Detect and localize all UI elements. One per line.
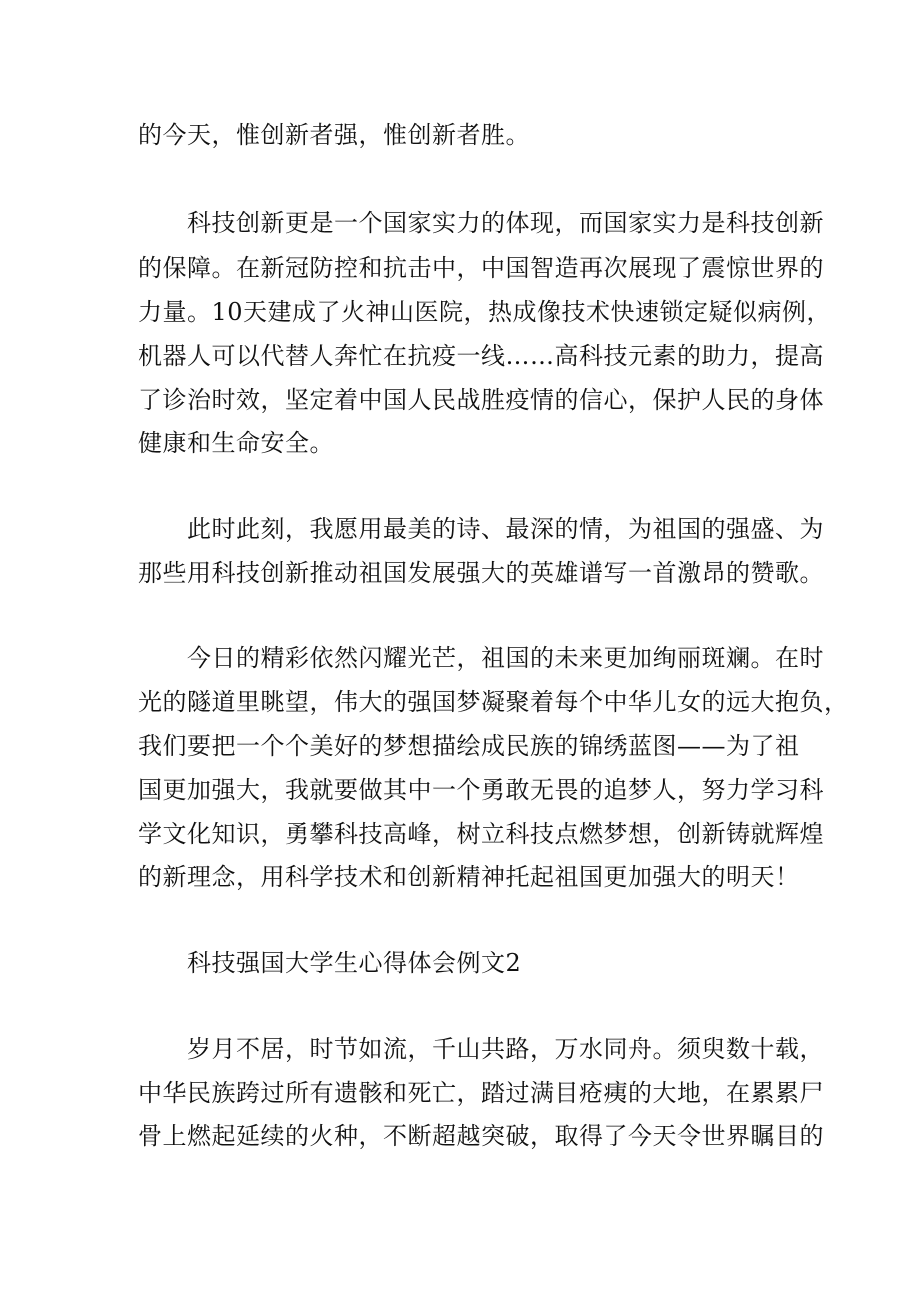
paragraph-line: 中华民族跨过所有遗骸和死亡，踏过满目疮痍的大地，在累累尸 [138, 1079, 824, 1107]
paragraph-line: 科技创新更是一个国家实力的体现，而国家实力是科技创新 [187, 209, 824, 237]
paragraph-line: 了诊治时效，坚定着中国人民战胜疫情的信心，保护人民的身体 [138, 386, 824, 414]
paragraph-line: 那些用科技创新推动祖国发展强大的英雄谱写一首激昂的赞歌。 [138, 559, 824, 587]
paragraph-line: 健康和生命安全。 [138, 429, 334, 457]
paragraph-line: 力量。10天建成了火神山医院，热成像技术快速锁定疑似病例， [138, 298, 832, 326]
paragraph-line: 学文化知识，勇攀科技高峰，树立科技点燃梦想，创新铸就辉煌 [138, 820, 824, 848]
paragraph-line: 的今天，惟创新者强，惟创新者胜。 [138, 121, 530, 149]
paragraph-line: 国更加强大，我就要做其中一个勇敢无畏的追梦人，努力学习科 [138, 776, 824, 804]
paragraph-line: 此时此刻，我愿用最美的诗、最深的情，为祖国的强盛、为 [187, 515, 824, 543]
paragraph-line: 机器人可以代替人奔忙在抗疫一线……高科技元素的助力，提高 [138, 342, 824, 370]
paragraph-line: 光的隧道里眺望，伟大的强国梦凝聚着每个中华儿女的远大抱负， [138, 688, 849, 716]
paragraph-line: 的新理念，用科学技术和创新精神托起祖国更加强大的明天！ [138, 863, 800, 891]
paragraph-line: 今日的精彩依然闪耀光芒，祖国的未来更加绚丽斑斓。在时 [187, 644, 824, 672]
section-heading: 科技强国大学生心得体会例文2 [187, 949, 522, 977]
paragraph-line: 我们要把一个个美好的梦想描绘成民族的锦绣蓝图——为了祖 [138, 732, 800, 760]
paragraph-line: 骨上燃起延续的火种，不断超越突破，取得了今天令世界瞩目的 [138, 1122, 824, 1150]
paragraph-line: 岁月不居，时节如流，千山共路，万水同舟。须臾数十载， [187, 1035, 824, 1063]
paragraph-line: 的保障。在新冠防控和抗击中，中国智造再次展现了震惊世界的 [138, 254, 824, 282]
